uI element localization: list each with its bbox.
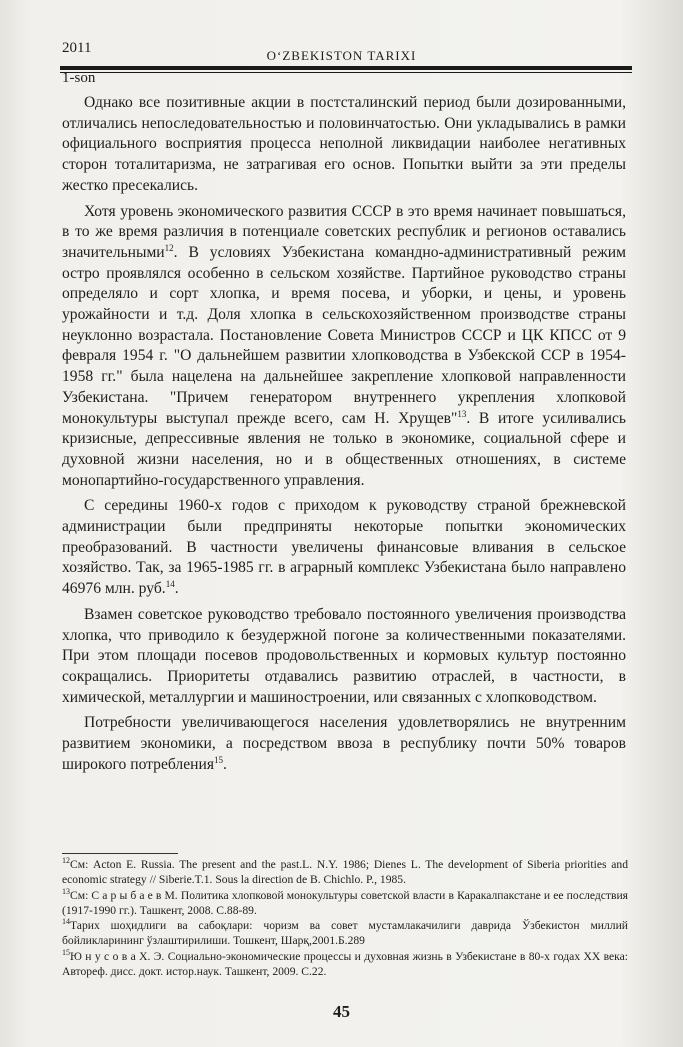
footnote-13: $^{13}$См: С а р ы б а е в М. Политика хлопковой монокультуры советской власти в Каракалпакстане и ее последствия (1917-1990 гг.). Ташкент, 2008. С.88-89. [62,886,628,917]
footnote-ref-15: 15 [214,754,224,765]
paragraph-5: Потребности увеличивающегося населения удовлетворялись не внутренним развитием экономики, а посредством ввоза в республику почти 50% товаров широкого потребления$^{15}$. [62,714,626,773]
footnote-15: $^{15}$Ю н у с о в а Х. Э. Социально-экономические процессы и духовная жизнь в Узбекистане в 80-х годах XX века: Автореф. дисс. докт. истор.наук. Ташкент, 2009. С.22. [62,947,628,979]
header-issue: 1-son [62,70,96,86]
paragraph-4: Взамен советское руководство требовало постоянного увеличения производства хлопка, что приводило к безудержной погоне за количественными показателями. При этом площади посевов продовольственных и кормовых культур постоянно сокращались. Приоритеты отдавались развитию отраслей, в частности, в химической, металлургии и машиностроении, или связанных с хлопководством. [62,605,626,706]
footnote-divider [62,853,178,854]
paragraph-1: Однако все позитивные акции в постсталинский период были дозированными, отличались непоследовательностью и половинчатостью. Они укладывались в рамки официального восприятия процесса неполной ликвидации наиболее негативных сторон тоталитаризма, не затрагивая его основ. Попытки выйти за эти пределы жестко пресекались. [62,94,626,194]
page-number: 45 [333,1002,350,1021]
article-body [62,93,626,781]
footnote-ref-13: 13 [457,408,467,419]
footnote-ref-14: 14 [165,578,175,589]
footnotes [62,857,628,979]
header-rule-thick [60,66,632,70]
footnote-12: $^{12}$См: Acton E. Russia. The present and the past.L. N.Y. 1986; Dienes L. The development of Siberia priorities and economic strategy // Siberie.T.1. Sous la direction de B. Chichlo. P., 1985. [62,856,628,887]
header-rule-thin [60,72,632,73]
paragraph-3: С середины 1960-х годов с приходом к руководству страной брежневской администрации были предприняты некоторые попытки экономических преобразований. В частности увеличены финансовые вливания в сельское хозяйство. Так, за 1965-1985 гг. в аграрный комплекс Узбекистана было направлено 46976 млн. руб.$^{14}$. [62,497,626,598]
footnote-14: $^{14}$Тарих шоҳидлиги ва сабоқлари: чоризм ва совет мустамлакачилиги даврида Ўзбекистон миллий бойликларининг ўзлаштирилиши. Тошкент, Шарқ,2001.Б.289 [62,917,628,948]
header-year: 2011 [62,40,92,56]
journal-title: O‘ZBEKISTON TARIXI [266,48,417,63]
footnote-ref-12: 12 [164,242,174,253]
paragraph-2: Хотя уровень экономического развития СССР в это время начинает повышаться, в то же время различия в потенциале советских республик и регионов оставались значительными$^{12}$. В условиях Узбекистана командно-административный режим остро проявлялся особенно в сельском хозяйстве. Партийное руководство страны определяло и сорт хлопка, и время посева, и уборки, и цены, и уровень урожайности и т.д. Доля хлопка в сельскохозяйственном производстве страны неуклонно возрастала. Постановление Совета Министров СССР и ЦК КПСС от 9 февраля 1954 г. "О дальнейшем развитии хлопководства в Узбекской ССР в 1954-1958 гг." была нацелена на дальнейшее закрепление хлопковой направленности Узбекистана. "Причем генератором внутреннего укрепления хлопковой монокультуры выступал прежде всего, сам Н. Хрущев"$^{13}$. В итоге усиливались кризисные, депрессивные явления не только в экономике, социальной сфере и духовной жизни населения, но и в общественных отношениях, в системе монопартийно-государственного управления. [62,202,626,489]
